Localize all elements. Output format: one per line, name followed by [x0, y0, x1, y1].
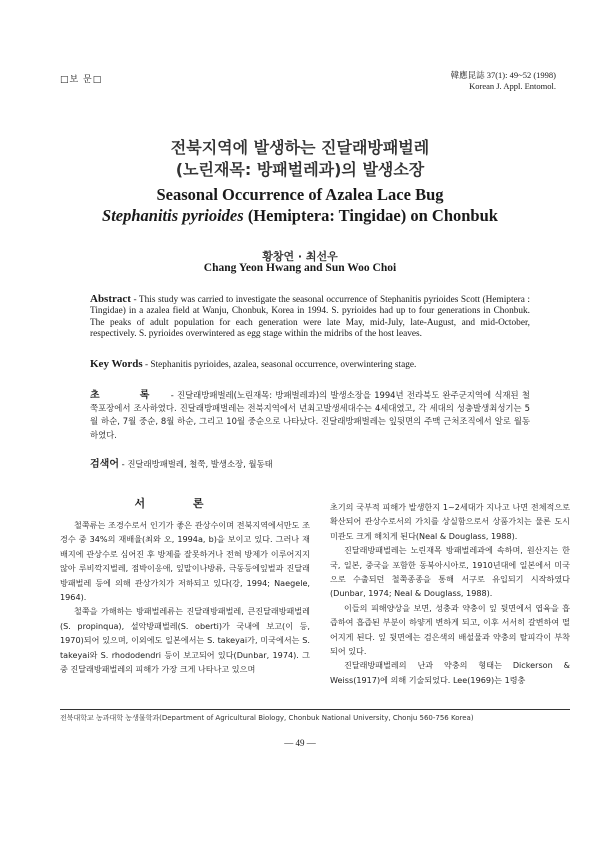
paragraph: 진달래방패벌레는 노린재목 방패벌레과에 속하며, 원산지는 한국, 일본, 중국을 포함한 동북아시아로, 1910년대에 일본에서 미국으로 수출되던 철쭉종종을 통해 서구로 유입되기 시작하였다(Dunbar, 1974; Neal & Douglass, 1988).	[330, 545, 570, 599]
paragraph: 초기의 국부적 피해가 발생한지 1~2세대가 지나고 나면 전체적으로 확산되어 관상수로서의 가치를 상실함으로서 상품가치는 물론 도시 미관도 크게 해치게 된다(Neal & Douglass, 1988).	[330, 502, 570, 541]
korean-abstract-label: 초 록	[90, 390, 168, 401]
page-number: — 49 —	[284, 738, 316, 748]
keywords	[90, 358, 530, 371]
english-title-line1: Seasonal Occurrence of Azalea Lace Bug	[156, 185, 444, 204]
korean-title	[0, 137, 600, 181]
english-title-line2-rest: (Hemiptera: Tingidae) on Chonbuk	[243, 206, 498, 225]
body-column-right	[330, 500, 570, 687]
korean-keywords-text: - 진달래방패벌레, 철쭉, 발생소장, 월동태	[118, 459, 273, 469]
affiliation-footnote: 전북대학교 농과대학 농생물학과(Department of Agricultural Biology, Chonbuk National University, Chonju 560-756 Korea)	[60, 714, 474, 722]
journal-citation	[451, 70, 556, 92]
paragraph: 진달래방패벌레의 난과 약충의 형태는 Dickerson & Weiss(1917)에 의해 기술되었다. Lee(1969)는 1령충	[330, 660, 570, 685]
paragraph: 철쭉류는 조경수로서 인기가 좋은 관상수이며 전북지역에서만도 조경수 중 34%의 재배율(최와 오, 1994a, b)을 보이고 있다. 그러나 재배지에 관상수로 심어진 후 방제를 잘못하거나 전혀 방제가 이루어지지 않아 루비깍지벌레, 점박이응애, 잎말이나방류, 극동등에잎벌과 진달래방패벌레 등에 의해 관상가치가 저하되고 있다(강, 1994; Naegele, 1964).	[60, 520, 310, 603]
abstract-text: - This study was carried to investigate the seasonal occurrence of Stephanitis pyrioides Scott (Hemiptera : Tingidae) in a azalea field at Wanju, Chonbuk, Korea in 1994. S. pyrioides had up to four generations in Chonbuk. The peaks of adult population for each generation were late May, mid-July, late-August, and mid-October, respectively. S. pyrioides overwintered as egg stage within the midribs of the host leaves.	[90, 295, 530, 339]
korean-abstract	[90, 389, 530, 442]
korean-title-line2: (노린재목: 방패벌레과)의 발생소장	[175, 160, 425, 179]
keywords-text: - Stephanitis pyrioides, azalea, seasonal occurrence, overwintering stage.	[142, 360, 417, 370]
english-title	[0, 184, 600, 226]
body-column-left	[60, 518, 310, 676]
english-title-line2	[0, 205, 600, 226]
authors-english: Chang Yeon Hwang and Sun Woo Choi	[203, 262, 397, 274]
article-type-label: □보 문□	[60, 75, 103, 85]
journal-citation-en: Korean J. Appl. Entomol.	[469, 81, 556, 91]
korean-title-line1: 전북지역에 발생하는 진달래방패벌레	[170, 138, 430, 157]
abstract-label: Abstract	[90, 293, 131, 305]
species-name: Stephanitis pyrioides	[102, 206, 244, 225]
journal-citation-ko: 韓應昆誌 37(1): 49~52 (1998)	[450, 70, 556, 80]
korean-keywords	[90, 455, 530, 470]
korean-keywords-label: 검색어	[90, 459, 119, 470]
keywords-label: Key Words	[90, 358, 143, 370]
section-heading-introduction: 서 론	[134, 497, 226, 510]
paragraph: 철쭉을 가해하는 방패벌레류는 진달래방패벌레, 큰진달래방패벌레(S. propinqua), 설악방패벌레(S. oberti)가 국내에 보고(이 등, 1970)되어 있으며, 이외에도 일본에서는 S. takeyai가, 미국에서는 S. takeyai와 S. rhododendri 등이 보고되어 있다(Dunbar, 1974). 그 중 진달래방패벌레의 피해가 가장 크게 나타나고 있으며	[60, 606, 310, 675]
authors-korean: 황창연 · 최선우	[262, 250, 338, 263]
korean-abstract-text: - 진달래방패벌레(노린재목: 방패벌레과)의 발생소장을 1994년 전라북도 완주군지역에 식재된 철쭉포장에서 조사하였다. 진달래방패벌레는 전북지역에서 년최고발생세대수는 4세대였고, 각 세대의 성충발생최성기는 5월 하순, 7월 중순, 8월 하순, 그리고 10월 중순으로 나타났다. 진달래방패벌레는 잎뒷면의 주맥 근처조직에서 알로 월동하였다.	[90, 390, 530, 440]
abstract	[90, 294, 530, 340]
paragraph: 이들의 피해양상을 보면, 성충과 약충이 잎 뒷면에서 엽육을 흡즙하여 흡즙된 부분이 하얗게 변하게 되고, 이후 서서히 갈변하여 떨어지게 된다. 잎 뒷면에는 검은색의 배설물과 약충의 탈피각이 부착되어 있다.	[330, 602, 570, 657]
footnote-divider	[60, 709, 570, 710]
